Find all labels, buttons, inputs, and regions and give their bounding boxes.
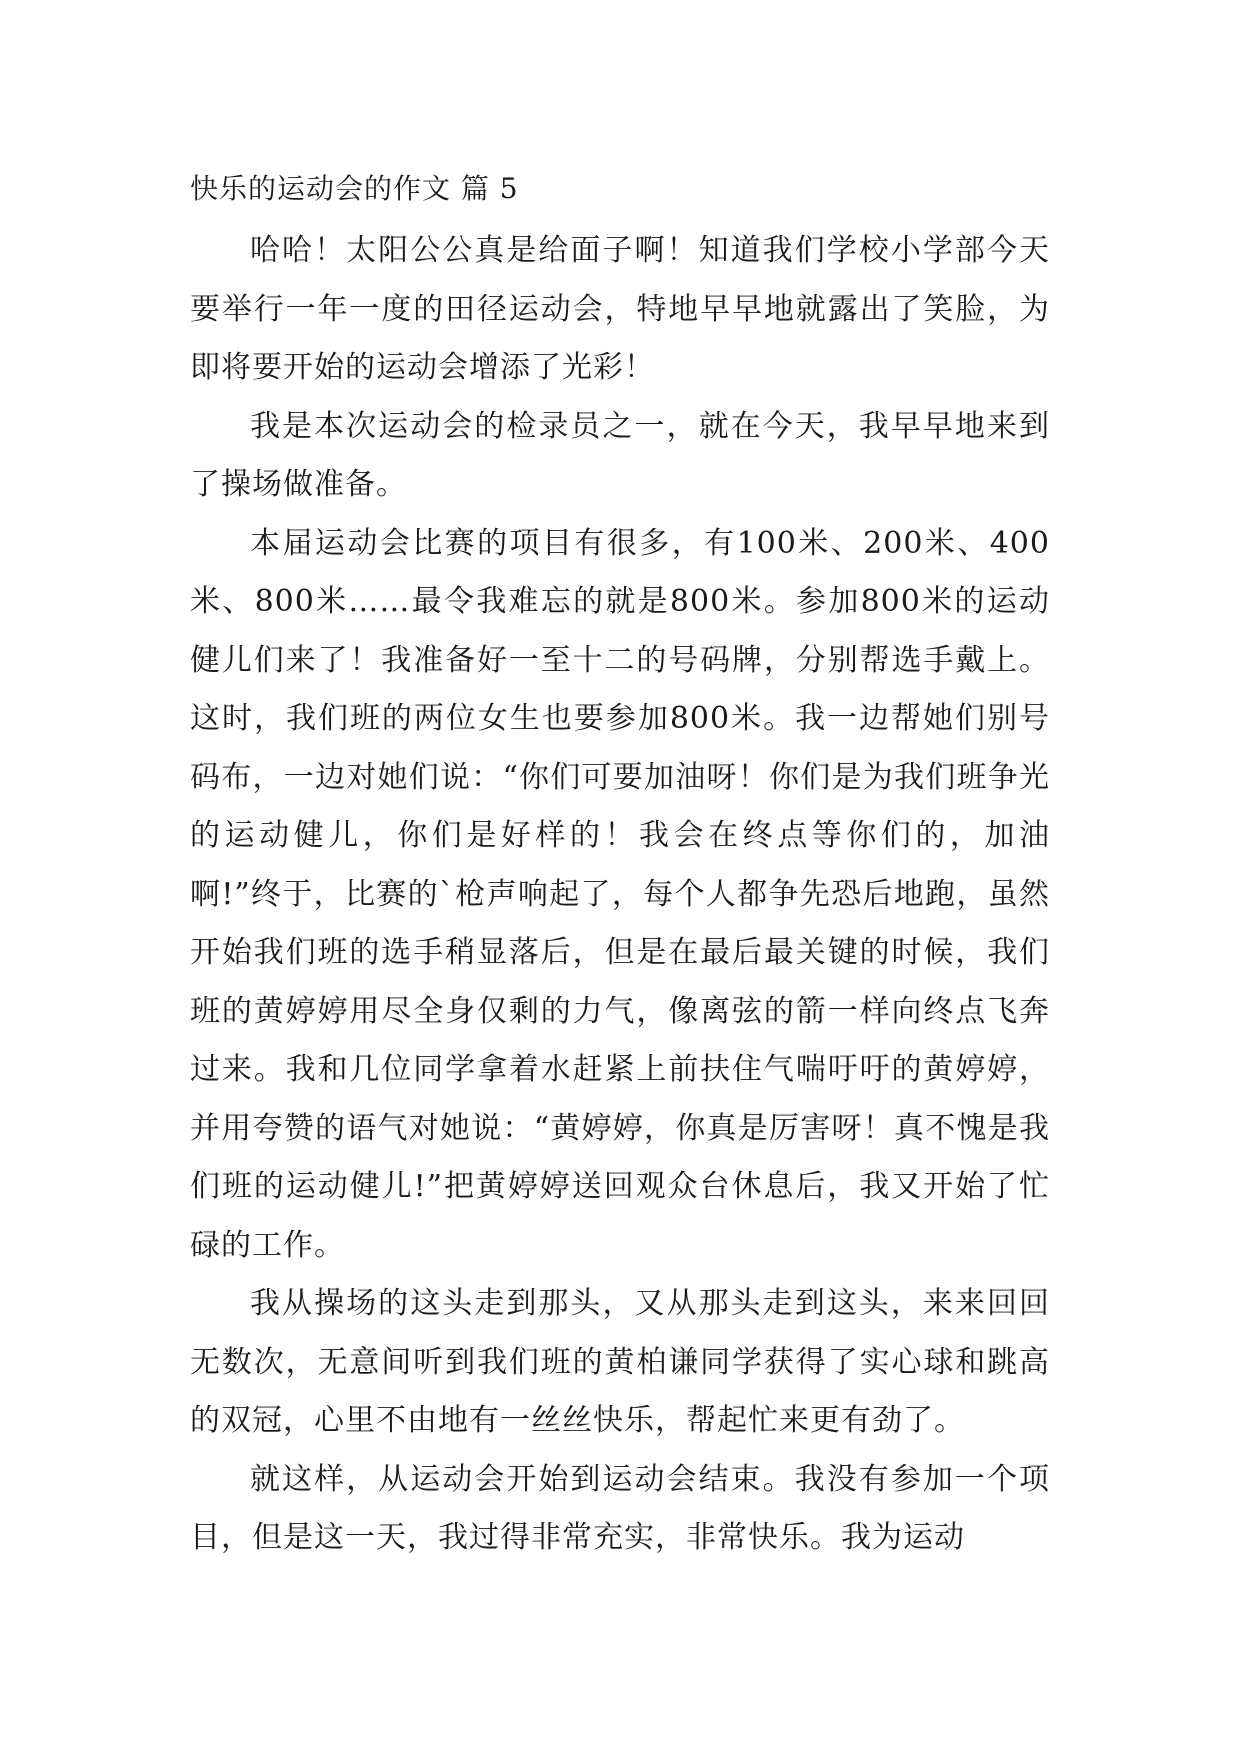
paragraph: 我是本次运动会的检录员之一，就在今天，我早早地来到了操场做准备。	[190, 408, 1050, 502]
paragraph: 我从操场的这头走到那头，又从那头走到这头，来来回回无数次，无意间听到我们班的黄柏谦同学获得了实心球和跳高的双冠，心里不由地有一丝丝快乐，帮起忙来更有劲了。	[190, 1286, 1050, 1438]
paragraph: 哈哈！太阳公公真是给面子啊！知道我们学校小学部今天要举行一年一度的田径运动会，特地早早地就露出了笑脸，为即将要开始的运动会增添了光彩！	[190, 233, 1050, 385]
document-body	[190, 160, 1050, 1568]
paragraph: 本届运动会比赛的项目有很多，有100米、200米、400米、800米……最令我难忘的就是800米。参加800米的运动健儿们来了！我准备好一至十二的号码牌，分别帮选手戴上。这时，我们班的两位女生也要参加800米。我一边帮她们别号码布，一边对她们说：“你们可要加油呀！你们是为我们班争光的运动健儿，你们是好样的！我会在终点等你们的，加油啊!”终于，比赛的`枪声响起了，每个人都争先恐后地跑，虽然开始我们班的选手稍显落后，但是在最后最关键的时候，我们班的黄婷婷用尽全身仅剩的力气，像离弦的箭一样向终点飞奔过来。我和几位同学拿着水赶紧上前扶住气喘吁吁的黄婷婷，并用夸赞的语气对她说：“黄婷婷，你真是厉害呀！真不愧是我们班的运动健儿!”把黄婷婷送回观众台休息后，我又开始了忙碌的工作。	[190, 525, 1050, 1263]
document-title: 快乐的运动会的作文 篇 5	[190, 172, 519, 205]
paragraph: 就这样，从运动会开始到运动会结束。我没有参加一个项目，但是这一天，我过得非常充实，非常快乐。我为运动	[190, 1461, 1050, 1555]
